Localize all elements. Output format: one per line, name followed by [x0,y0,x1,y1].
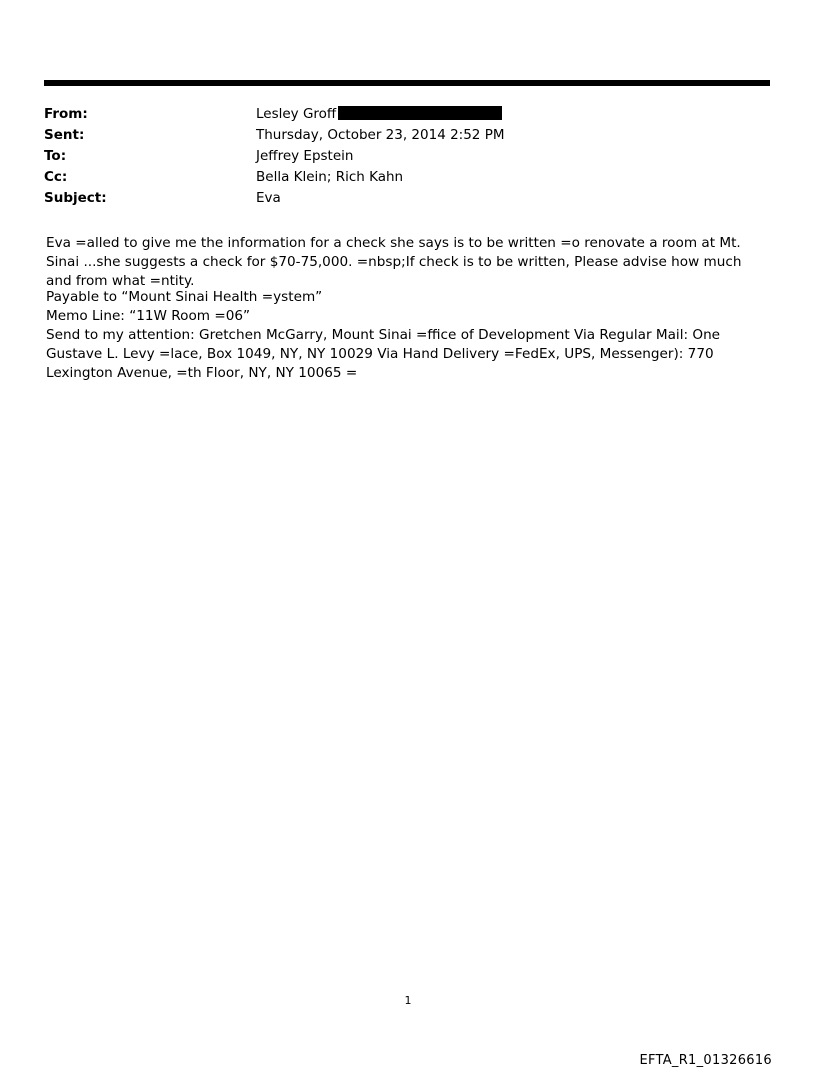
header-label-cc: Cc: [44,169,68,185]
bates-number: EFTA_R1_01326616 [639,1053,772,1068]
header-row-from [44,106,770,127]
from-address-text: Lesley Groff [256,106,337,122]
email-body-paragraph-2 [46,288,758,383]
header-value-sent: Thursday, October 23, 2014 2:52 PM [256,127,505,143]
header-rule [44,80,770,86]
body-line-send-to: Send to my attention: Gretchen McGarry, Mount Sinai =ffice of Development Via Regular Mail: One Gustave L. Levy =lace, Box 1049, NY, NY 10029 Via Hand Delivery =FedEx, UPS, Messenger): 770 Lexington Avenue, =th Floor, NY, NY 10065 = [46,327,721,381]
header-value-to: Jeffrey Epstein [256,148,354,164]
header-label-subject: Subject: [44,190,107,206]
header-value-cc: Bella Klein; Rich Kahn [256,169,404,185]
header-label-to: To: [44,148,67,164]
header-value-from [256,106,770,127]
header-label-sent: Sent: [44,127,85,143]
email-body-paragraph-1: Eva =alled to give me the information for a check she says is to be written =o renovate a room at Mt. Sinai ...she suggests a check for $70-75,000. =nbsp;If check is to be written, Please advise how much and from what =ntity. [46,235,742,289]
email-header-table [44,106,770,211]
header-row-sent [44,127,770,148]
body-line-memo: Memo Line: “11W Room =06” [46,308,251,324]
header-row-subject [44,190,770,211]
redaction-bar-icon [338,106,502,120]
header-label-from: From: [44,106,88,122]
header-row-to [44,148,770,169]
header-row-cc [44,169,770,190]
header-value-subject: Eva [256,190,281,206]
body-line-payable-to: Payable to “Mount Sinai Health =ystem” [46,289,323,305]
page-number: 1 [404,994,412,1007]
